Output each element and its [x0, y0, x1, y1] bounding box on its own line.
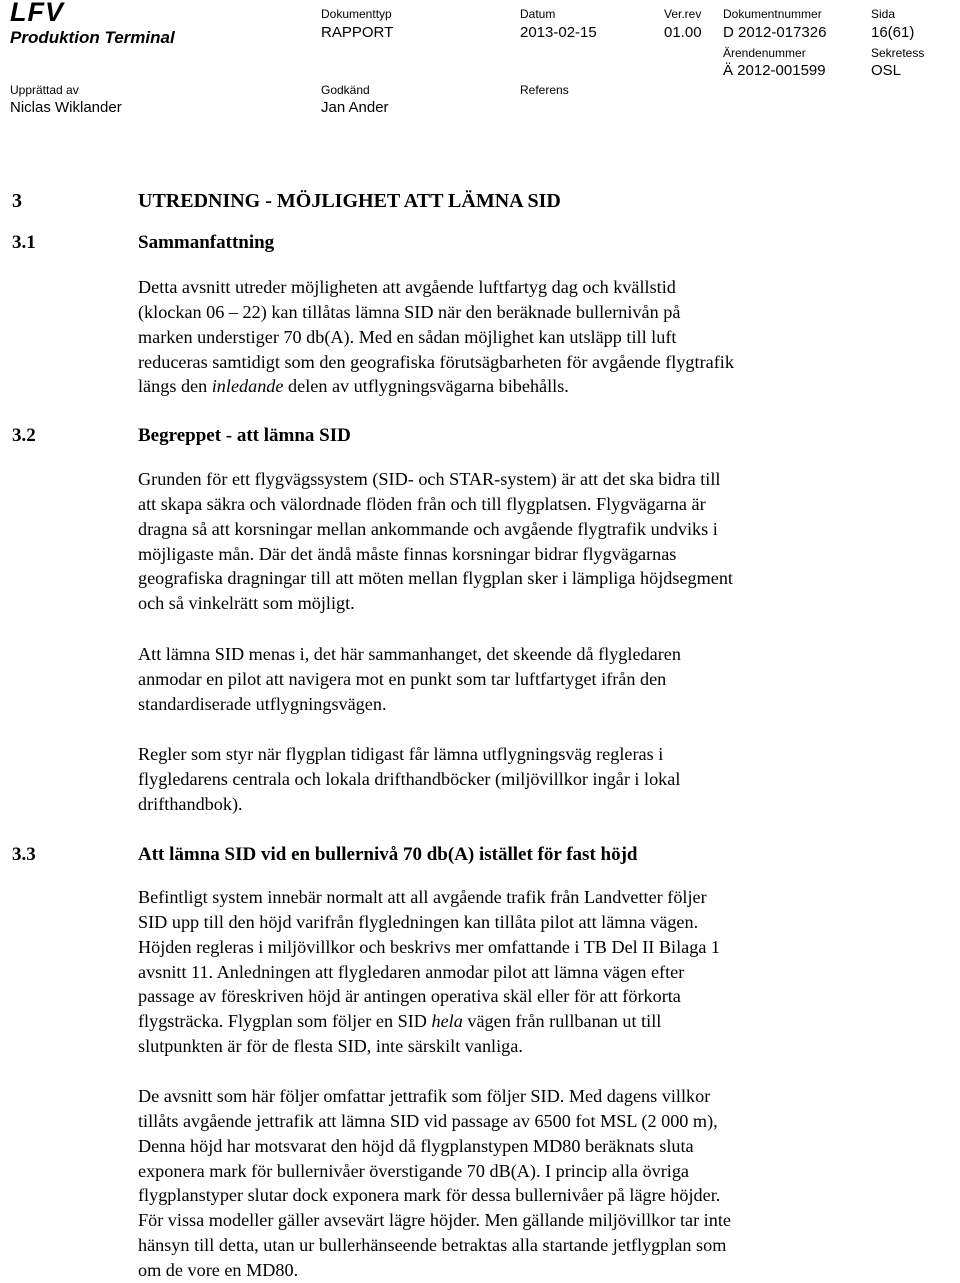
text-line: Höjden regleras i miljövillkor och beskrivs mer omfattande i TB Del II Bilaga 1	[138, 936, 721, 957]
section-3-2-title: Begreppet - att lämna SID	[138, 425, 351, 446]
department-name: Produktion Terminal	[10, 28, 175, 47]
case-number-value: Ä 2012-001599	[723, 62, 826, 79]
doc-number-value: D 2012-017326	[723, 24, 827, 41]
date-value: 2013-02-15	[520, 24, 597, 41]
doc-type-label: Dokumenttyp	[321, 7, 392, 21]
text-line	[138, 1009, 854, 1034]
doc-type-value: RAPPORT	[321, 24, 394, 41]
text-line: anmodar en pilot att navigera mot en punkt som tar luftfartyget ifrån den	[138, 668, 667, 689]
text-line: drifthandbok).	[138, 793, 243, 814]
section-3-2-paragraph-2	[138, 642, 854, 717]
text-fragment: längs den	[138, 376, 212, 397]
text-fragment: delen av utflygningsvägarna bibehålls.	[283, 376, 569, 397]
text-line: och så vinkelrätt som möjligt.	[138, 593, 355, 614]
text-line: reduceras samtidigt som den geografiska förutsägbarheten för avgående flygtrafik	[138, 351, 734, 372]
version-value: 01.00	[664, 24, 702, 41]
section-3-3-heading	[0, 844, 960, 870]
section-3-3-paragraph-2	[138, 1084, 854, 1283]
section-3-title: UTREDNING - MÖJLIGHET ATT LÄMNA SID	[138, 190, 561, 212]
text-line: flygledarens centrala och lokala drifthandböcker (miljövillkor ingår i lokal	[138, 768, 681, 789]
page-value: 16(61)	[871, 24, 915, 41]
text-line: De avsnitt som här följer omfattar jettrafik som följer SID. Med dagens villkor	[138, 1086, 711, 1106]
text-line	[138, 374, 854, 399]
section-3-1-title: Sammanfattning	[138, 232, 275, 253]
emphasis-text: inledande	[211, 376, 284, 397]
section-3-1-number: 3.1	[12, 232, 36, 253]
date-label: Datum	[520, 7, 556, 21]
text-line: slutpunkten är för de flesta SID, inte särskilt vanliga.	[138, 1036, 523, 1057]
text-line: geografiska dragningar till att möten mellan flygplan sker i lämpliga höjdsegment	[138, 568, 733, 589]
text-line: SID upp till den höjd varifrån flygledningen kan tillåta pilot att lämna vägen.	[138, 911, 699, 932]
text-line: dragna så att korsningar mellan ankommande och avgående flygtrafik undviks i	[138, 518, 718, 539]
text-line: Denna höjd har motsvarat den höjd då flygplanstypen MD80 beräknats sluta	[138, 1135, 694, 1156]
text-line: För vissa modeller gäller avsevärt lägre höjder. Men gällande miljövillkor tar inte	[138, 1210, 731, 1231]
section-3-3-title: Att lämna SID vid en bullernivå 70 db(A) istället för fast höjd	[138, 844, 638, 865]
text-line: hänsyn till detta, utan ur bullerhänseende betraktas alla startande jetflygplan som	[138, 1235, 727, 1256]
text-line: Befintligt system innebär normalt att all avgående trafik från Landvetter följer	[138, 887, 707, 907]
section-3-number: 3	[12, 190, 22, 212]
text-fragment: flygsträcka. Flygplan som följer en SID	[138, 1011, 432, 1032]
approved-label: Godkänd	[321, 83, 370, 97]
secrecy-value: OSL	[871, 62, 902, 79]
section-3-2-number: 3.2	[12, 425, 36, 446]
text-line: Att lämna SID menas i, det här sammanhanget, det skeende då flygledaren	[138, 644, 681, 664]
prepared-by-value: Niclas Wiklander	[10, 99, 122, 116]
approved-by-value: Jan Ander	[321, 99, 389, 116]
text-line: (klockan 06 – 22) kan tillåtas lämna SID när den beräknade bullernivån på	[138, 301, 681, 322]
page-label: Sida	[871, 7, 896, 21]
text-line: tillåts avgående jettrafik att lämna SID vid passage av 6500 fot MSL (2 000 m),	[138, 1110, 718, 1131]
doc-number-label: Dokumentnummer	[723, 7, 822, 21]
version-label: Ver.rev	[664, 7, 702, 21]
prepared-by-label: Upprättad av	[10, 83, 79, 97]
text-line: Grunden för ett flygvägssystem (SID- och STAR-system) är att det ska bidra till	[138, 469, 721, 489]
text-line: flygplanstyper slutar dock exponera mark för dessa bullernivåer på lägre höjder.	[138, 1185, 721, 1206]
text-line: Regler som styr när flygplan tidigast får lämna utflygningsväg regleras i	[138, 744, 664, 764]
text-line: möjligaste mån. Där det ändå måste finnas korsningar bidrar flygvägarnas	[138, 543, 677, 564]
company-logo: LFV	[10, 0, 64, 27]
section-3-2-heading	[0, 425, 960, 451]
section-3-3-number: 3.3	[12, 844, 36, 865]
text-line: om de vore en MD80.	[138, 1259, 299, 1280]
section-3-heading	[0, 190, 960, 216]
section-3-2-paragraph-1	[138, 467, 854, 616]
text-fragment: vägen från rullbanan ut till	[462, 1011, 662, 1032]
section-3-1-paragraph-1	[138, 275, 854, 399]
section-3-2-paragraph-3	[138, 742, 854, 817]
text-line: Detta avsnitt utreder möjligheten att avgående luftfartyg dag och kvällstid	[138, 277, 676, 297]
reference-label: Referens	[520, 83, 569, 97]
emphasis-text: hela	[431, 1011, 463, 1032]
text-line: exponera mark för bullernivåer överstigande 70 dB(A). I princip alla övriga	[138, 1160, 689, 1181]
case-number-label: Ärendenummer	[723, 46, 806, 60]
text-line: passage av föreskriven höjd är antingen operativa skäl eller för att förkorta	[138, 986, 681, 1007]
text-line: standardiserade utflygningsvägen.	[138, 693, 387, 714]
secrecy-label: Sekretess	[871, 46, 925, 60]
text-line: avsnitt 11. Anledningen att flygledaren anmodar pilot att lämna vägen efter	[138, 961, 685, 982]
text-line: att skapa säkra och välordnade flöden från och till flygplatsen. Flygvägarna är	[138, 493, 706, 514]
section-3-3-paragraph-1	[138, 885, 854, 1059]
section-3-1-heading	[0, 232, 960, 258]
text-line: marken understiger 70 db(A). Med en sådan möjlighet kan utsläpp till luft	[138, 326, 677, 347]
